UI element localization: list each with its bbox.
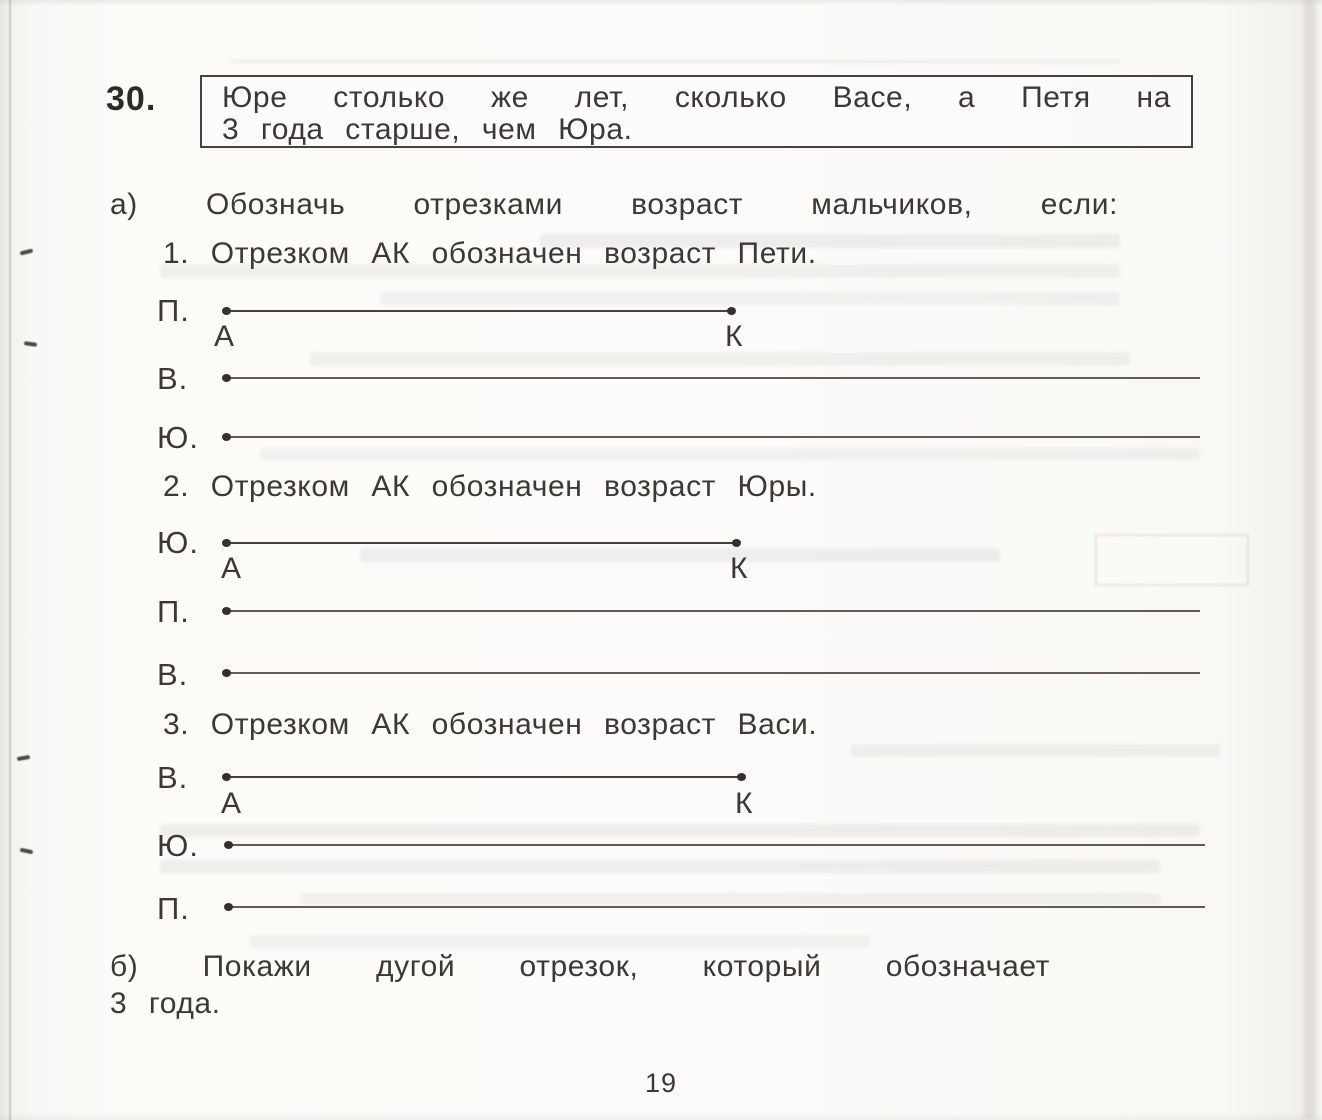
ray-start-dot [224, 903, 233, 911]
binding-stitch-mark [17, 755, 30, 761]
bleedthrough-smudge [250, 935, 870, 947]
segment-endpoint-dot [222, 539, 231, 547]
part-b-line2: 3 года. [110, 987, 221, 1020]
ray-start-dot [224, 841, 233, 849]
task1-heading: 1. Отрезком АК обозначен возраст Пети. [163, 237, 817, 270]
person-label: П. [157, 891, 190, 926]
page-crease-shadow [9, 0, 11, 1120]
person-label: Ю. [157, 420, 199, 455]
ray-start-dot [222, 607, 231, 615]
page-right-edge-shadow [1304, 0, 1316, 1120]
segment-endpoint-dot [222, 773, 231, 781]
ray-start-dot [222, 669, 231, 677]
age-segment-AK [224, 542, 739, 544]
person-label: Ю. [157, 525, 199, 560]
bleedthrough-smudge [160, 860, 1160, 873]
point-label-a: А [221, 552, 242, 585]
segment-endpoint-dot [727, 307, 736, 315]
binding-stitch-mark [20, 848, 34, 855]
problem-text-line2: 3 года старше, чем Юра. [222, 113, 633, 146]
bleedthrough-smudge [850, 744, 1220, 757]
segment-endpoint-dot [732, 539, 741, 547]
point-label-a: А [214, 320, 235, 353]
person-label: П. [157, 594, 190, 629]
bleedthrough-box [1095, 534, 1249, 586]
person-label: В. [157, 361, 189, 396]
page-number: 19 [644, 1068, 678, 1098]
age-ray [224, 436, 1200, 438]
problem-statement-box [200, 75, 1193, 148]
bleedthrough-smudge [380, 292, 1120, 305]
point-label-k: К [730, 552, 748, 585]
person-label: В. [157, 760, 189, 795]
person-label: Ю. [157, 828, 199, 863]
task3-heading: 3. Отрезком АК обозначен возраст Васи. [163, 708, 818, 741]
task2-heading: 2. Отрезком АК обозначен возраст Юры. [163, 470, 817, 503]
age-segment-AK [224, 310, 734, 312]
bleedthrough-smudge [230, 60, 1120, 63]
segment-endpoint-dot [222, 307, 231, 315]
age-ray [224, 672, 1200, 674]
ray-start-dot [222, 374, 231, 382]
bleedthrough-smudge [310, 352, 1130, 366]
age-ray [224, 610, 1200, 612]
segment-endpoint-dot [737, 773, 746, 781]
bleedthrough-smudge [160, 824, 1200, 837]
bleedthrough-smudge [300, 893, 1160, 905]
problem-number: 30. [106, 80, 157, 118]
age-ray [226, 906, 1205, 908]
binding-stitch-mark [20, 248, 34, 255]
ray-start-dot [222, 433, 231, 441]
age-ray [224, 377, 1200, 379]
person-label: В. [157, 657, 189, 692]
problem-text-line1: Юре столько же лет, сколько Васе, а Петя на [222, 81, 1171, 114]
binding-stitch-mark [24, 341, 37, 347]
point-label-k: К [725, 320, 743, 353]
part-b-line1: б) Покажи дугой отрезок, который обозначает [110, 950, 1050, 983]
bleedthrough-smudge [260, 448, 1200, 460]
person-label: П. [157, 293, 190, 328]
part-a-intro: а) Обозначь отрезками возраст мальчиков, если: [110, 188, 1118, 221]
age-ray [226, 844, 1205, 846]
point-label-k: К [735, 787, 753, 820]
age-segment-AK [224, 776, 744, 778]
point-label-a: А [221, 787, 242, 820]
bleedthrough-smudge [360, 548, 1000, 562]
